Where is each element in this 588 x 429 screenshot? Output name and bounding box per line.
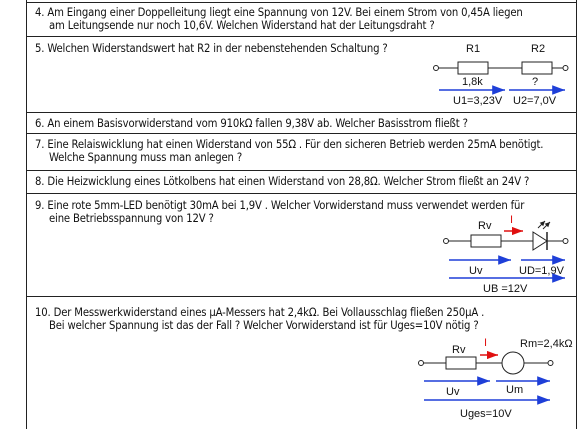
question-number: 9.	[35, 199, 45, 212]
question-text: Am Eingang einer Doppelleitung liegt eine Spannung von 12V. Bei einem Strom von 0,45A liegen	[47, 6, 523, 19]
frame-right	[576, 0, 577, 429]
question-number: 10.	[35, 306, 51, 319]
question-number: 6.	[35, 117, 45, 130]
terminal	[548, 361, 553, 366]
question-text: Eine rote 5mm-LED benötigt 30mA bei 1,9V . Welcher Vorwiderstand muss verwendet werden für	[47, 199, 525, 212]
r2-value: ?	[532, 76, 539, 88]
frame-left	[26, 0, 27, 429]
led-light-arrow	[543, 222, 550, 229]
question-number: 8.	[35, 175, 45, 188]
resistor-r2	[522, 62, 552, 74]
question-text: Die Heizwicklung eines Lötkolbens hat einen Widerstand von 28,8Ω. Welcher Strom fließt an 24V ?	[47, 175, 530, 188]
led-diode	[533, 232, 547, 250]
question-text: Eine Relaiswicklung hat einen Widerstand von 55Ω . Für den sicheren Betrieb werden 25mA benötigt.	[47, 138, 544, 151]
question-number: 4.	[35, 6, 45, 19]
u1-label: U1=3,23V	[453, 95, 503, 107]
terminal	[419, 361, 424, 366]
rv-label: Rv	[452, 344, 466, 356]
r1-label: R1	[466, 43, 481, 55]
question-8	[35, 175, 529, 188]
row-divider	[26, 133, 577, 134]
u2-label: U2=7,0V	[513, 95, 557, 107]
ud-label: UD=1,9V	[519, 265, 564, 277]
meter-symbol	[502, 352, 524, 374]
question-10	[35, 306, 484, 332]
uv-label: Uv	[469, 265, 483, 277]
question-text: Welchen Widerstandswert hat R2 in der nebenstehenden Schaltung ?	[47, 42, 388, 55]
question-text: An einem Basisvorwiderstand vom 910kΩ fallen 9,38V ab. Welcher Basisstrom fließt ?	[47, 117, 468, 130]
question-4	[35, 6, 523, 32]
rm-label: Rm=2,4kΩ	[520, 338, 573, 350]
row-divider	[26, 296, 577, 297]
row-divider	[26, 112, 577, 113]
question-text: Der Messwerkwiderstand eines µA-Messers hat 2,4kΩ. Bei Vollausschlag fließen 250µA .	[53, 306, 485, 319]
uv-label: Uv	[446, 386, 460, 398]
resistor-rv	[471, 235, 501, 247]
row-divider	[26, 36, 577, 37]
terminal	[563, 239, 568, 244]
question-text-line: am Leitungsende nur noch 10,6V. Welchen Widerstand hat der Leitungsdraht ?	[49, 19, 435, 32]
uges-label: Uges=10V	[460, 408, 512, 420]
question-number: 5.	[35, 42, 45, 55]
question-text-line: Welche Spannung muss man anlegen ?	[49, 151, 243, 164]
terminal	[563, 66, 568, 71]
circuit-diagram-5	[425, 40, 575, 110]
row-divider	[26, 2, 577, 3]
question-text-line: eine Betriebsspannung von 12V ?	[49, 212, 214, 225]
question-text-line: Bei welcher Spannung ist das der Fall ? Welcher Vorwiderstand ist für Uges=10V nötig ?	[49, 319, 479, 332]
question-5	[35, 42, 388, 55]
led-light-arrow	[538, 221, 545, 228]
terminal	[434, 66, 439, 71]
row-divider	[26, 170, 577, 171]
r1-value: 1,8k	[462, 76, 483, 88]
rv-label: Rv	[478, 220, 492, 232]
ub-label: UB =12V	[483, 283, 528, 295]
row-divider	[26, 193, 577, 194]
circuit-diagram-10	[410, 333, 575, 425]
r2-label: R2	[531, 43, 546, 55]
circuit-diagram-9	[435, 214, 575, 296]
um-label: Um	[506, 384, 524, 396]
question-7	[35, 138, 543, 164]
resistor-rv	[446, 357, 476, 369]
current-label: I	[510, 214, 514, 226]
question-6	[35, 117, 468, 130]
terminal	[444, 239, 449, 244]
resistor-r1	[458, 62, 488, 74]
current-label: I	[484, 337, 488, 349]
question-number: 7.	[35, 138, 45, 151]
